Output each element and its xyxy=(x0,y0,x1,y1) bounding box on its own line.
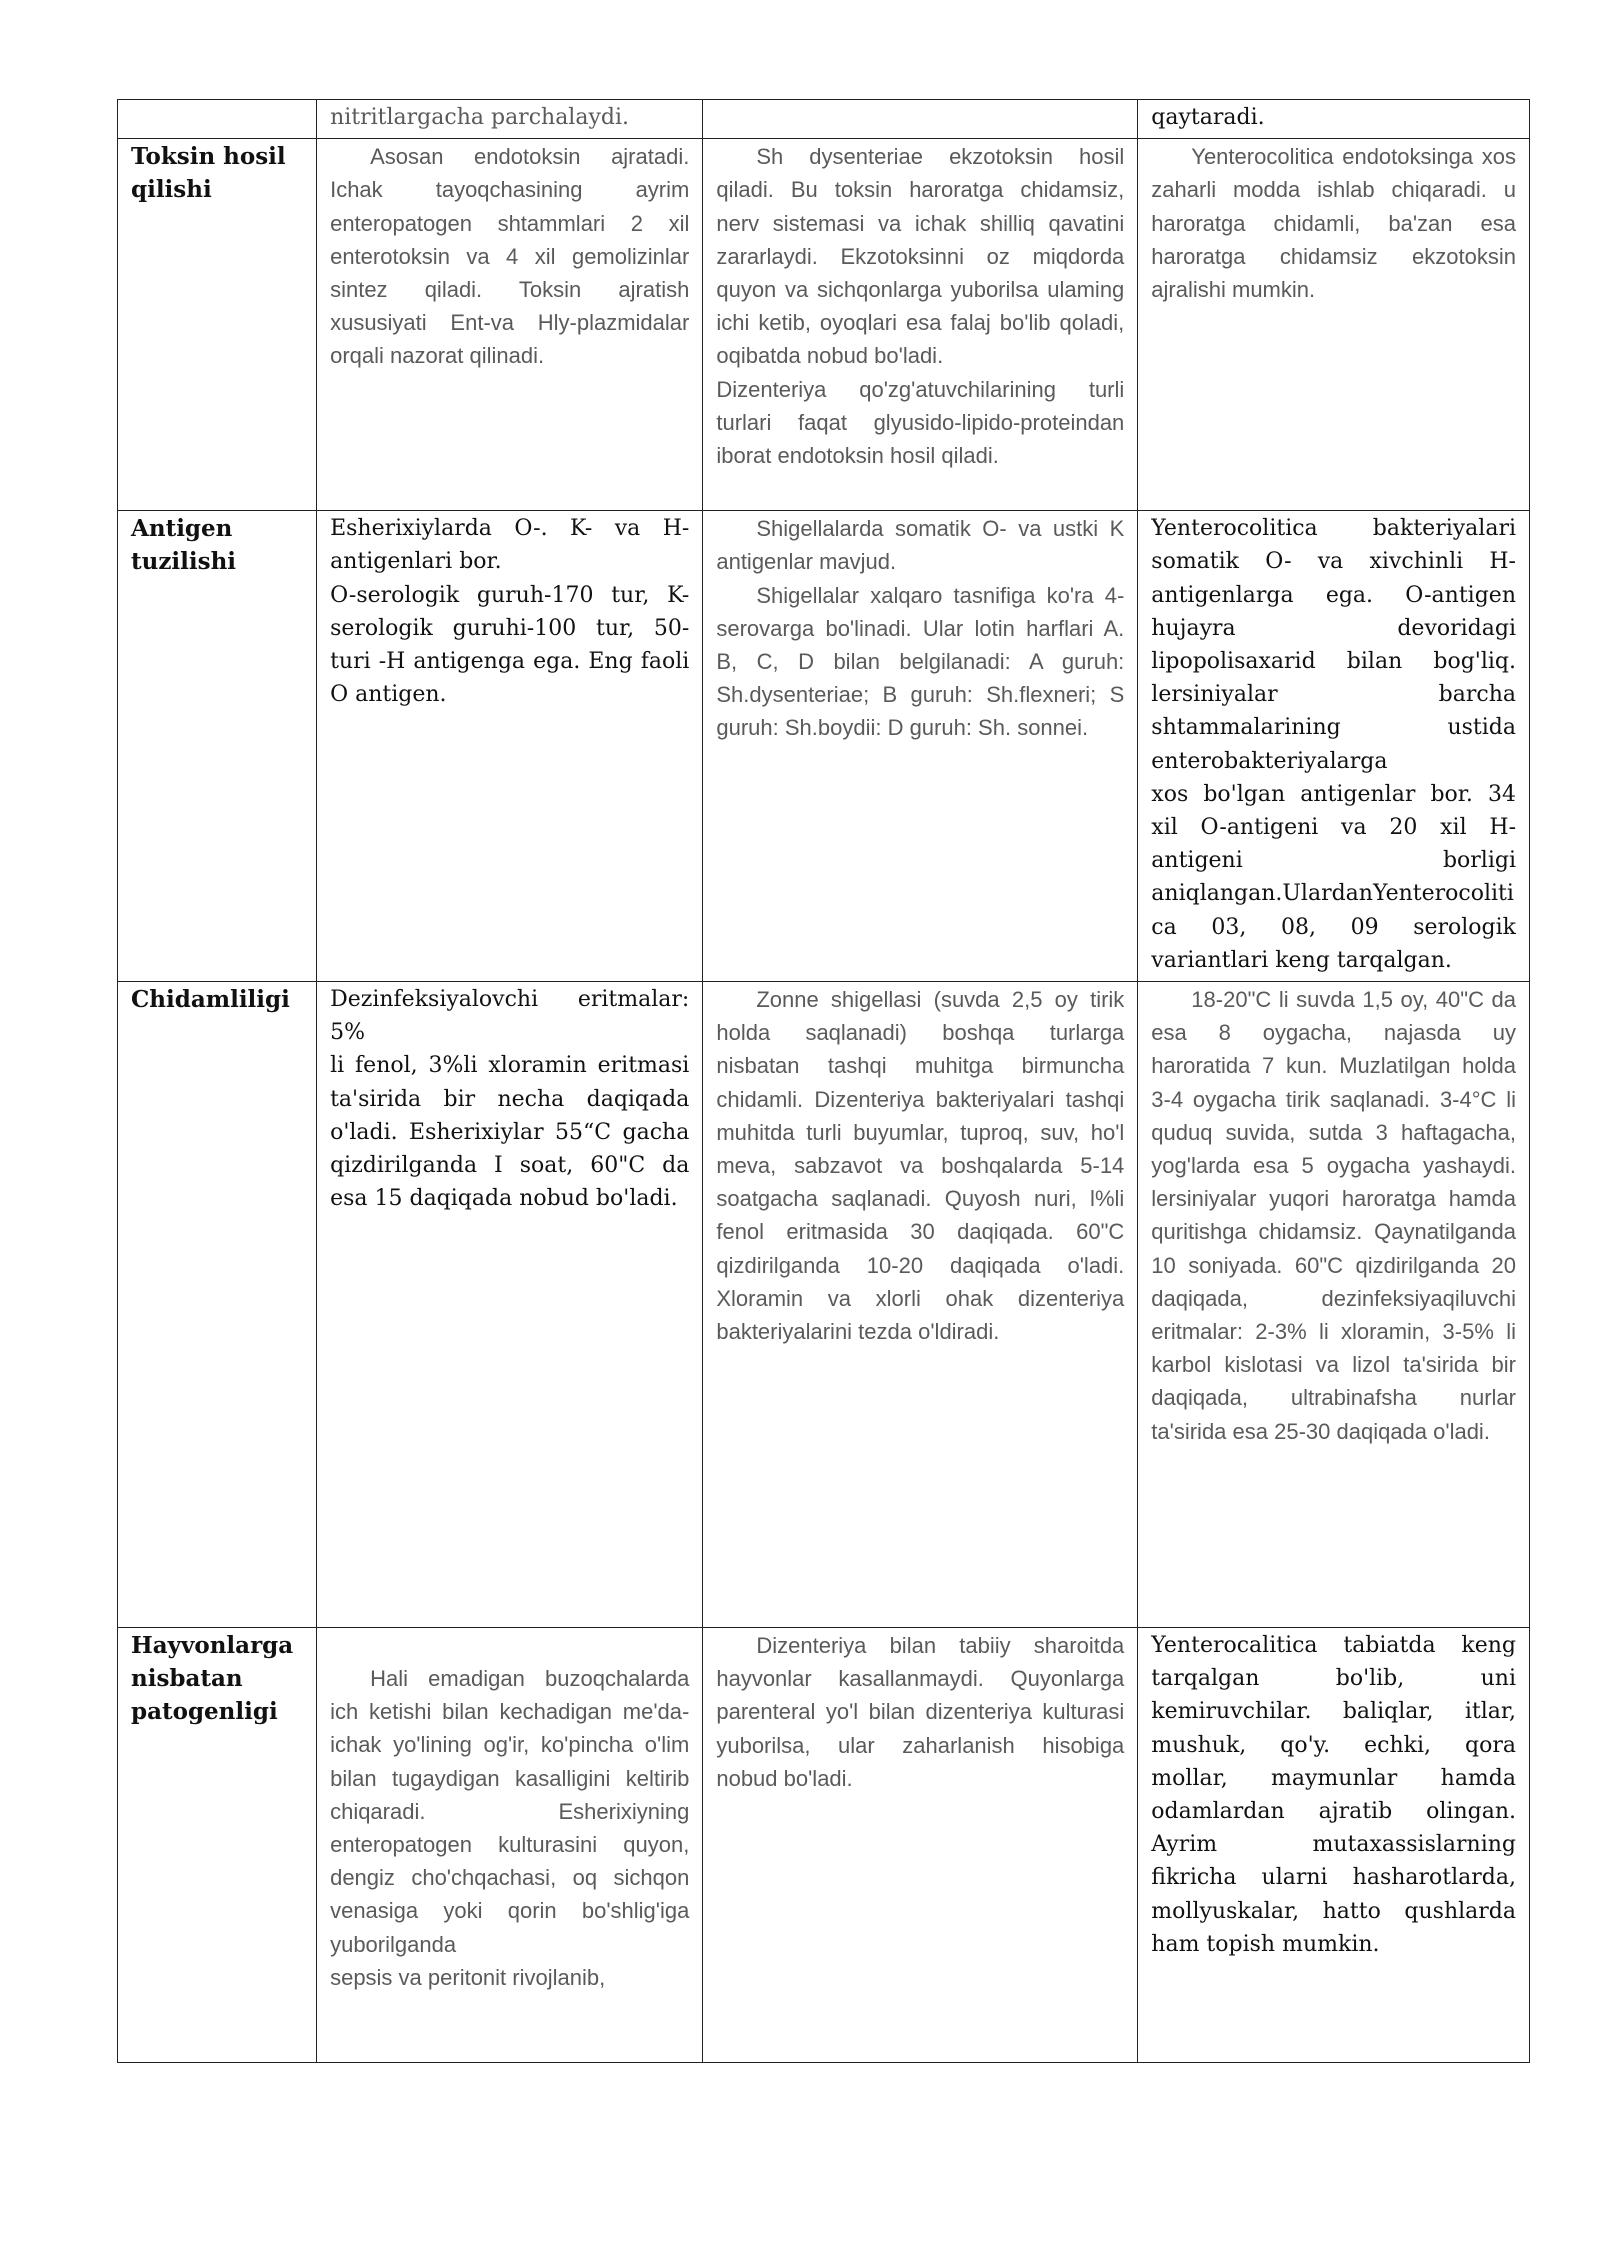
table-cell xyxy=(703,139,1138,511)
table-cell xyxy=(1138,982,1530,1628)
cell-paragraph: Esherixiylarda O-. K- va H-antigenlari bor. xyxy=(330,516,690,575)
comparison-table xyxy=(117,99,1530,2063)
table-cell xyxy=(703,982,1138,1628)
row-header-line: tuzilishi xyxy=(131,548,237,576)
table-cell xyxy=(703,100,1138,139)
cell-paragraph: Yenterocolitica endotoksinga xos zaharli modda ishlab chiqaradi. u haroratga chidamli, ba'zan esa haroratga chidamsiz ekzotoksin ajralishi mumkin. xyxy=(1151,144,1516,303)
table-cell: qaytaradi. xyxy=(1138,100,1530,139)
table-cell xyxy=(703,1628,1138,2063)
cell-paragraph: Hali emadigan buzoqchalarda ich ketishi bilan kechadigan me'da-ichak yo'lining og'ir, ko'pincha o'lim bilan tugaydigan kasalligini keltirib chiqaradi. Esherixiyning enteropatogen kulturasini quyon, dengiz cho'chqachasi, oq sichqon venasiga yoki qorin bo'shlig'iga yuborilganda xyxy=(330,1666,690,1957)
cell-paragraph: Shigellalarda somatik O- va ustki K antigenlar mavjud. xyxy=(716,516,1125,575)
row-header-line: Chidamliligi xyxy=(131,986,290,1014)
cell-paragraph: Yenterocalitica tabiatda keng tarqalgan bo'lib, uni kemiruvchilar. baliqlar, itlar, mushuk, qo'y. echki, qora mollar, maymunlar hamda odamlardan ajratib olingan. Ayrim mutaxassislarning fikricha ularni hasharotlarda, mollyuskalar, hatto qushlarda ham topish mumkin. xyxy=(1151,1633,1516,1957)
row-header-cell xyxy=(118,511,317,982)
row-header-cell xyxy=(118,982,317,1628)
row-header-line: patogenligi xyxy=(131,1698,278,1726)
cell-paragraph: 18-20"C li suvda 1,5 oy, 40"C da esa 8 oygacha, najasda uy haroratida 7 kun. Muzlatilgan holda 3-4 oygacha tirik saqlanadi. 3-4°C li quduq suvida, sutda 3 haftagacha, yog'larda esa 5 oygacha yashaydi. lersiniyalar yuqori haroratga hamda quritishga chidamsiz. Qaynatilganda 10 soniyada. 60"C qizdirilganda 20 daqiqada, dezinfeksiyaqiluvchi eritmalar: 2-3% li xloramin, 3-5% li karbol kislotasi va lizol ta'sirida bir daqiqada, ultrabinafsha nurlar ta'sirida esa 25-30 daqiqada o'ladi. xyxy=(1151,987,1516,1444)
row-header-line: Hayvonlarga xyxy=(131,1632,294,1660)
table-row xyxy=(118,1628,1530,2063)
row-header-cell xyxy=(118,139,317,511)
row-header-line: Antigen xyxy=(131,515,233,543)
cell-paragraph: xos bo'lgan antigenlar bor. 34 xil O-antigeni va 20 xil H-antigeni borligi aniqlangan.UlardanYenterocolitica 03, 08, 09 serologik variantlari keng tarqalgan. xyxy=(1151,781,1516,973)
row-header-line: nisbatan xyxy=(131,1665,243,1693)
cell-paragraph: O-serologik guruh-170 tur, K-serologik guruhi-100 tur, 50-turi -H antigenga ega. Eng faoli O antigen. xyxy=(330,582,690,708)
cell-paragraph: Yenterocolitica bakteriyalari somatik O- va xivchinli H-antigenlarga ega. O-antigen hujayra devoridagi lipopolisaxarid bilan bog'liq. lersiniyalar barcha shtammalarining ustida enterobakteriyalarga xyxy=(1151,516,1516,774)
table-cell xyxy=(1138,511,1530,982)
row-header-line: Toksin hosil xyxy=(131,143,286,171)
table-cell xyxy=(317,1628,703,2063)
table-row xyxy=(118,511,1530,982)
row-header-cell xyxy=(118,100,317,139)
cell-paragraph: Dizenteriya qo'zg'atuvchilarining turli turlari faqat glyusido-lipido-proteindan iborat endotoksin hosil qiladi. xyxy=(716,376,1125,469)
table-cell xyxy=(1138,139,1530,511)
table-cell xyxy=(317,139,703,511)
cell-paragraph: Asosan endotoksin ajratadi. Ichak tayoqchasining ayrim enteropatogen shtammlari 2 xil enterotoksin va 4 xil gemolizinlar sintez qiladi. Toksin ajratish xususiyati Ent-va Hly-plazmidalar orqali nazorat qilinadi. xyxy=(330,144,690,369)
cell-paragraph: Zonne shigellasi (suvda 2,5 oy tirik holda saqlanadi) boshqa turlarga nisbatan tashqi muhitga birmuncha chidamli. Dizenteriya bakteriyalari tashqi muhitda turli buyumlar, tuproq, suv, ho'l meva, sabzavot va boshqalarda 5-14 soatgacha saqlanadi. Quyosh nuri, l%li fenol eritmasida 30 daqiqada. 60"C qizdirilganda 10-20 daqiqada o'ladi. Xloramin va xlorli ohak dizenteriya bakteriyalarini tezda o'ldiradi. xyxy=(716,987,1125,1345)
table-row xyxy=(118,139,1530,511)
table-row xyxy=(118,100,1530,139)
table-row xyxy=(118,982,1530,1628)
table-cell xyxy=(703,511,1138,982)
row-header-cell xyxy=(118,1628,317,2063)
table-cell xyxy=(317,511,703,982)
table-cell xyxy=(1138,1628,1530,2063)
cell-paragraph: Dizenteriya bilan tabiiy sharoitda hayvonlar kasallanmaydi. Quyonlarga parenteral yo'l bilan dizenteriya kulturasi yuborilsa, ular zaharlanish hisobiga nobud bo'ladi. xyxy=(716,1633,1125,1791)
cell-paragraph: Shigellalar xalqaro tasnifiga ko'ra 4-serovarga bo'linadi. Ular lotin harflari A. B, C, D bilan belgilanadi: A guruh: Sh.dysenteriae; B guruh: Sh.flexneri; S guruh: Sh.boydii: D guruh: Sh. sonnei. xyxy=(716,582,1125,741)
cell-paragraph: Dezinfeksiyalovchi eritmalar: 5% xyxy=(330,987,690,1046)
table-cell: nitritlargacha parchalaydi. xyxy=(317,100,703,139)
table-cell xyxy=(317,982,703,1628)
cell-paragraph: sepsis va peritonit rivojlanib, xyxy=(330,1964,606,1990)
cell-paragraph: li fenol, 3%li xloramin eritmasi ta'sirida bir necha daqiqada o'ladi. Esherixiylar 55“C gacha qizdirilganda I soat, 60"C da esa 15 daqiqada nobud bo'ladi. xyxy=(330,1053,690,1212)
row-header-line: qilishi xyxy=(131,176,212,204)
cell-paragraph: Sh dysenteriae ekzotoksin hosil qiladi. Bu toksin haroratga chidamsiz, nerv sistemasi va ichak shilliq qavatini zararlaydi. Ekzotoksinni oz miqdorda quyon va sichqonlarga yuborilsa ulaming ichi ketib, oyoqlari esa falaj bo'lib qoladi, oqibatda nobud bo'ladi. xyxy=(716,144,1125,369)
